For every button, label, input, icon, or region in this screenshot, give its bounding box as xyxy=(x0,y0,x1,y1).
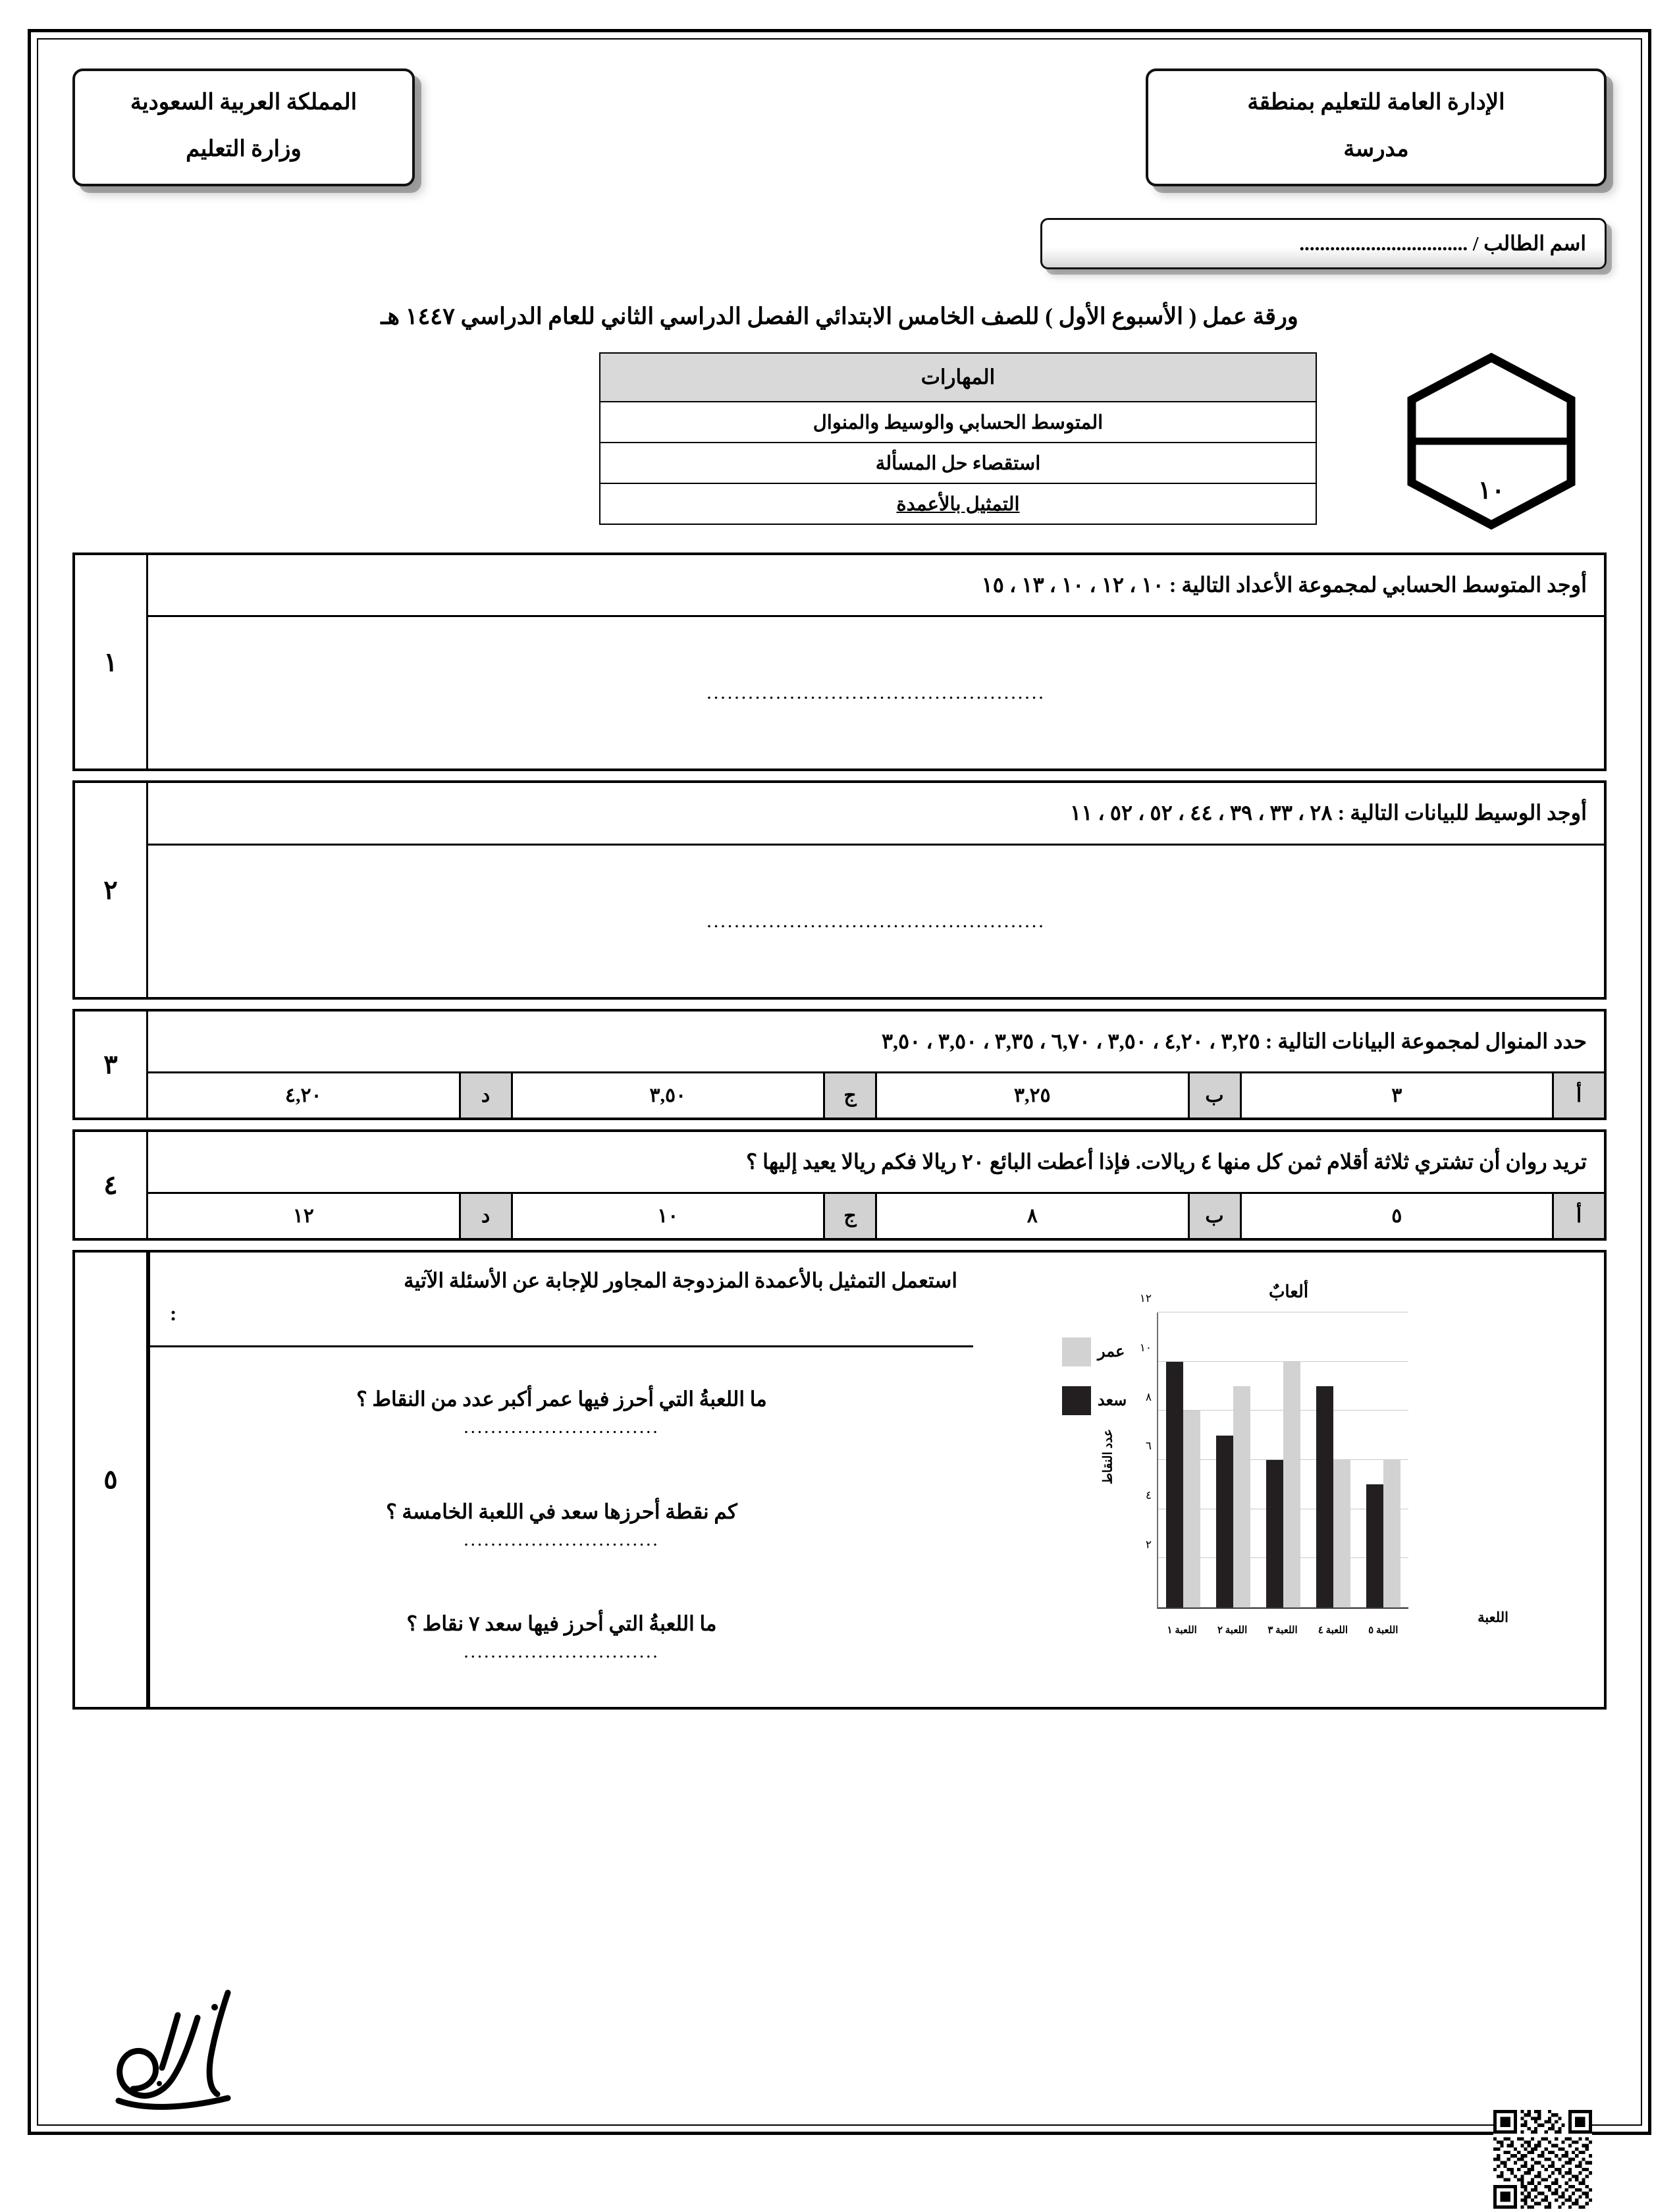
student-name-blank: ................................. xyxy=(1299,232,1468,256)
question-5-subquestions xyxy=(150,1347,973,1707)
chart-y-tick-label: ٢ xyxy=(1145,1538,1152,1551)
question-5-sub-2-text: كم نقطة أحرزها سعد في اللعبة الخامسة ؟ xyxy=(386,1499,737,1523)
question-1-number: ١ xyxy=(75,555,148,769)
question-5-sub-2 xyxy=(166,1500,957,1551)
qr-code xyxy=(1493,2110,1592,2209)
question-3 xyxy=(72,1009,1607,1120)
question-4-number: ٤ xyxy=(75,1132,148,1238)
legend-label-omar: عمر xyxy=(1098,1343,1125,1361)
question-3-body xyxy=(148,1012,1604,1118)
chart-bar-saad xyxy=(1366,1484,1383,1607)
legend-label-saad: سعد xyxy=(1098,1392,1127,1410)
ministry-line: وزارة التعليم xyxy=(186,136,302,161)
chart-bar-group xyxy=(1358,1312,1408,1607)
question-4 xyxy=(72,1129,1607,1241)
table-row xyxy=(600,402,1316,443)
choice-value-a[interactable]: ٣ xyxy=(1391,1084,1402,1106)
chart-y-tick-label: ١٢ xyxy=(1139,1291,1152,1305)
question-3-number: ٣ xyxy=(75,1012,148,1118)
chart-bar-group xyxy=(1208,1312,1258,1607)
chart-x-tick-label: اللعبة ٢ xyxy=(1217,1625,1248,1636)
question-5-sub-3 xyxy=(166,1612,957,1663)
question-1-answer-blank[interactable]: ................................................. xyxy=(706,682,1046,704)
question-5-intro xyxy=(150,1253,973,1347)
chart-bar-saad xyxy=(1266,1460,1283,1607)
legend-item-saad xyxy=(1062,1386,1127,1415)
chart-legend xyxy=(1062,1337,1127,1415)
question-5-sub-1-text: ما اللعبةُ التي أحرز فيها عمر أكبر عدد من النقاط ؟ xyxy=(356,1387,767,1411)
document-header xyxy=(72,68,1607,186)
chart-y-tick-label: ٦ xyxy=(1145,1440,1152,1453)
chart-bar-group xyxy=(1308,1312,1358,1607)
chart-bar-omar xyxy=(1383,1460,1400,1607)
teacher-signature xyxy=(99,1978,257,2117)
student-name-box[interactable] xyxy=(1040,218,1607,269)
question-2-text: أوجد الوسيط للبيانات التالية : ٢٨ ، ٣٣ ، ٣٩ ، ٤٤ ، ٥٢ ، ٥٢ ، ١١ xyxy=(148,783,1604,845)
question-3-text: حدد المنوال لمجموعة البيانات التالية : ٣,٢٥ ، ٤,٢٠ ، ٣,٥٠ ، ٦,٧٠ ، ٣,٣٥ ، ٣,٥٠ ، ٣,٥٠ xyxy=(148,1012,1604,1073)
chart-x-tick-label: اللعبة ٤ xyxy=(1318,1625,1348,1636)
legend-swatch-icon xyxy=(1062,1337,1091,1366)
question-1-text: أوجد المتوسط الحسابي لمجموعة الأعداد التالية : ١٠ ، ١٢ ، ١٠ ، ١٣ ، ١٥ xyxy=(148,555,1604,617)
questions-area xyxy=(72,553,1607,1710)
chart-y-tick-label: ١٠ xyxy=(1139,1341,1152,1354)
chart-bar-group xyxy=(1258,1312,1308,1607)
chart-bar-omar xyxy=(1233,1386,1250,1607)
question-5-sub-1-blank[interactable]: ............................. xyxy=(464,1416,660,1438)
chart-bar-omar xyxy=(1183,1411,1200,1607)
skills-table-header: المهارات xyxy=(600,353,1316,402)
question-1-body xyxy=(148,555,1604,769)
question-1 xyxy=(72,553,1607,771)
chart-bar-saad xyxy=(1216,1436,1233,1607)
choice-value-d[interactable]: ٤,٢٠ xyxy=(284,1084,322,1106)
choice-letter-b[interactable]: ب xyxy=(1188,1073,1242,1118)
chart-bar-saad xyxy=(1316,1386,1333,1607)
choice-letter-a[interactable]: أ xyxy=(1552,1073,1604,1118)
question-5-number: ٥ xyxy=(75,1253,148,1707)
skills-table-header-row xyxy=(600,353,1316,402)
question-2-number: ٢ xyxy=(75,783,148,996)
chart-title: ألعابٌ xyxy=(1268,1281,1309,1301)
question-4-choices xyxy=(148,1194,1604,1238)
question-5-sub-3-blank[interactable]: ............................. xyxy=(464,1641,660,1663)
choice-letter-c[interactable]: ج xyxy=(823,1073,877,1118)
choice-letter-d[interactable]: د xyxy=(459,1194,513,1238)
chart-bar-group xyxy=(1158,1312,1208,1607)
chart-bar-omar xyxy=(1333,1460,1350,1607)
page-content xyxy=(72,61,1607,2110)
question-5-sub-1 xyxy=(166,1388,957,1438)
skill-item-1: المتوسط الحسابي والوسيط والمنوال xyxy=(600,402,1316,443)
choice-letter-a[interactable]: أ xyxy=(1552,1194,1604,1238)
page-title: ورقة عمل ( الأسبوع الأول ) للصف الخامس الابتدائي الفصل الدراسي الثاني للعام الدراسي ١٤٤٧ هـ xyxy=(381,304,1298,330)
chart-y-tick-label: ٤ xyxy=(1145,1489,1152,1502)
question-5-sub-3-text: ما اللعبةُ التي أحرز فيها سعد ٧ نقاط ؟ xyxy=(406,1612,717,1636)
chart-bar-omar xyxy=(1283,1362,1300,1607)
chart-bars xyxy=(1158,1312,1408,1607)
choice-value-a[interactable]: ٥ xyxy=(1391,1204,1402,1227)
directorate-line1: الإدارة العامة للتعليم بمنطقة xyxy=(1247,90,1505,115)
skill-item-3 xyxy=(600,483,1316,524)
skill-item-2: استقصاء حل المسألة xyxy=(600,443,1316,483)
question-4-body xyxy=(148,1132,1604,1238)
choice-value-b[interactable]: ٨ xyxy=(1026,1204,1038,1227)
chart-x-tick-label: اللعبة ١ xyxy=(1167,1625,1197,1636)
chart-y-tick-label: ٨ xyxy=(1145,1390,1152,1403)
chart-x-tick-label: اللعبة ٥ xyxy=(1368,1625,1399,1636)
question-5-intro-colon: : xyxy=(170,1301,177,1325)
skills-section xyxy=(72,352,1607,530)
question-5-intro-text: استعمل التمثيل بالأعمدة المزدوجة المجاور للإجابة عن الأسئلة الآتية xyxy=(404,1268,957,1292)
question-5 xyxy=(72,1250,1607,1710)
chart-x-tick-label: اللعبة ٣ xyxy=(1267,1625,1298,1636)
double-bar-chart xyxy=(1058,1282,1519,1677)
legend-item-omar xyxy=(1062,1337,1127,1366)
choice-value-c[interactable]: ٣,٥٠ xyxy=(649,1084,687,1106)
choice-letter-d[interactable]: د xyxy=(459,1073,513,1118)
mark-hexagon-value: ١٠ xyxy=(1478,477,1505,505)
education-directorate-box xyxy=(1146,68,1607,186)
table-row xyxy=(600,483,1316,524)
question-2 xyxy=(72,780,1607,999)
ministry-box xyxy=(72,68,415,186)
chart-bar-saad xyxy=(1166,1362,1183,1607)
choice-value-c[interactable]: ١٠ xyxy=(657,1204,679,1227)
question-5-text-column xyxy=(148,1253,973,1707)
chart-x-axis-title: اللعبة xyxy=(1478,1609,1508,1625)
choice-letter-c[interactable]: ج xyxy=(823,1194,877,1238)
question-5-chart-cell xyxy=(973,1253,1604,1707)
skills-table xyxy=(599,352,1317,525)
question-2-body xyxy=(148,783,1604,996)
question-3-choices xyxy=(148,1073,1604,1118)
question-5-sub-2-blank[interactable]: ............................. xyxy=(464,1528,660,1550)
chart-x-tick-labels xyxy=(1157,1624,1408,1636)
choice-value-d[interactable]: ١٢ xyxy=(292,1204,314,1227)
question-2-answer-blank[interactable]: ................................................. xyxy=(706,909,1046,932)
student-name-label: اسم الطالب / xyxy=(1472,232,1586,256)
skill-item-3-text: التمثيل بالأعمدة xyxy=(896,493,1020,515)
directorate-line2: مدرسة xyxy=(1343,136,1409,161)
legend-swatch-icon xyxy=(1062,1386,1091,1415)
chart-y-axis-title: عدد النقاط xyxy=(1101,1428,1115,1484)
choice-value-b[interactable]: ٣,٢٥ xyxy=(1013,1084,1051,1106)
kingdom-line: المملكة العربية السعودية xyxy=(130,90,358,115)
question-4-text: تريد روان أن تشتري ثلاثة أقلام ثمن كل منها ٤ ريالات. فإذا أعطت البائع ٢٠ ريالا فكم ريالا يعيد إليها ؟ xyxy=(148,1132,1604,1194)
mark-hexagon xyxy=(1402,352,1580,530)
choice-letter-b[interactable]: ب xyxy=(1188,1194,1242,1238)
table-row xyxy=(600,443,1316,483)
